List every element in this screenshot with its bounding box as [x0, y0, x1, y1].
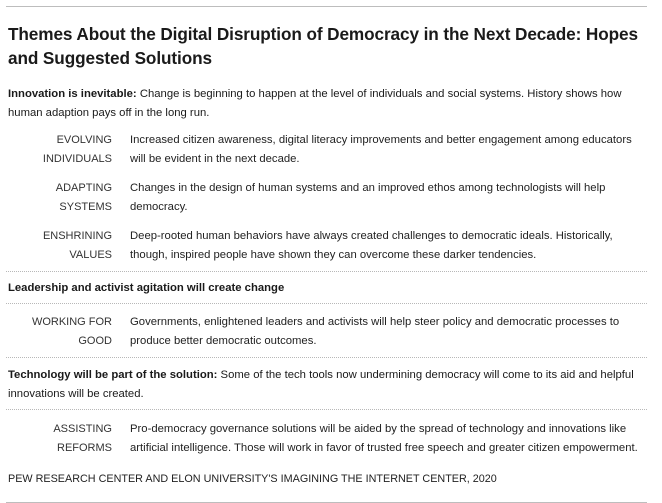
theme-description: Deep-rooted human behaviors have always created challenges to democratic ideals. Historically, though, inspired people have shown they can overcome these darker tendencies. [130, 230, 613, 261]
top-rule [6, 6, 647, 7]
theme-label-line: ADAPTING [55, 182, 112, 194]
themes-figure [6, 0, 647, 503]
theme-label [6, 131, 112, 169]
theme-label-line: WORKING FOR [31, 316, 112, 328]
theme-label-line: REFORMS [57, 442, 112, 454]
section-divider [6, 303, 647, 304]
theme-description: Increased citizen awareness, digital literacy improvements and better engagement among educators will be evident in the next decade. [130, 134, 632, 165]
figure-title: Themes About the Digital Disruption of Democracy in the Next Decade: Hopes and Suggested Solutions [8, 24, 638, 68]
theme-label [6, 227, 112, 265]
theme-description: Governments, enlightened leaders and activists will help steer policy and democratic processes to produce better democratic outcomes. [130, 316, 620, 347]
section-divider [6, 271, 647, 272]
theme-row [6, 179, 647, 217]
theme-description: Pro-democracy governance solutions will be aided by the spread of technology and innovations like artificial intelligence. Those will work in favor of trusted free speech and greater citizen empowerment. [130, 423, 638, 454]
section-heading: Innovation is inevitable: [8, 88, 137, 100]
theme-label [6, 179, 112, 217]
theme-label [6, 420, 112, 458]
section-innovation [8, 85, 647, 123]
theme-row [6, 313, 647, 351]
theme-label-line: EVOLVING [56, 134, 112, 146]
section-divider [6, 357, 647, 358]
theme-label-line: GOOD [78, 335, 112, 347]
theme-label-line: INDIVIDUALS [42, 153, 112, 165]
theme-row [6, 420, 647, 458]
theme-label-line: ASSISTING [53, 423, 112, 435]
section-technology [8, 366, 647, 404]
theme-label-line: SYSTEMS [59, 201, 112, 213]
section-divider [6, 409, 647, 410]
theme-label-line: ENSHRINING [42, 230, 112, 242]
theme-list [6, 131, 647, 265]
source-credit: PEW RESEARCH CENTER AND ELON UNIVERSITY'S IMAGINING THE INTERNET CENTER, 2020 [8, 473, 497, 485]
theme-list [6, 313, 647, 351]
section-text: Change is beginning to happen at the level of individuals and social systems. History shows how human adaption pays off in the long run. [8, 88, 622, 119]
theme-description: Changes in the design of human systems and an improved ethos among technologists will help democracy. [130, 182, 606, 213]
theme-label [6, 313, 112, 351]
section-leadership: Leadership and activist agitation will create change [8, 282, 285, 294]
theme-row [6, 131, 647, 169]
theme-list [6, 420, 647, 458]
section-heading: Technology will be part of the solution: [8, 369, 218, 381]
theme-label-line: VALUES [69, 249, 112, 261]
theme-row [6, 227, 647, 265]
section-text: Some of the tech tools now undermining democracy will come to its aid and helpful innovations will be created. [8, 369, 634, 400]
